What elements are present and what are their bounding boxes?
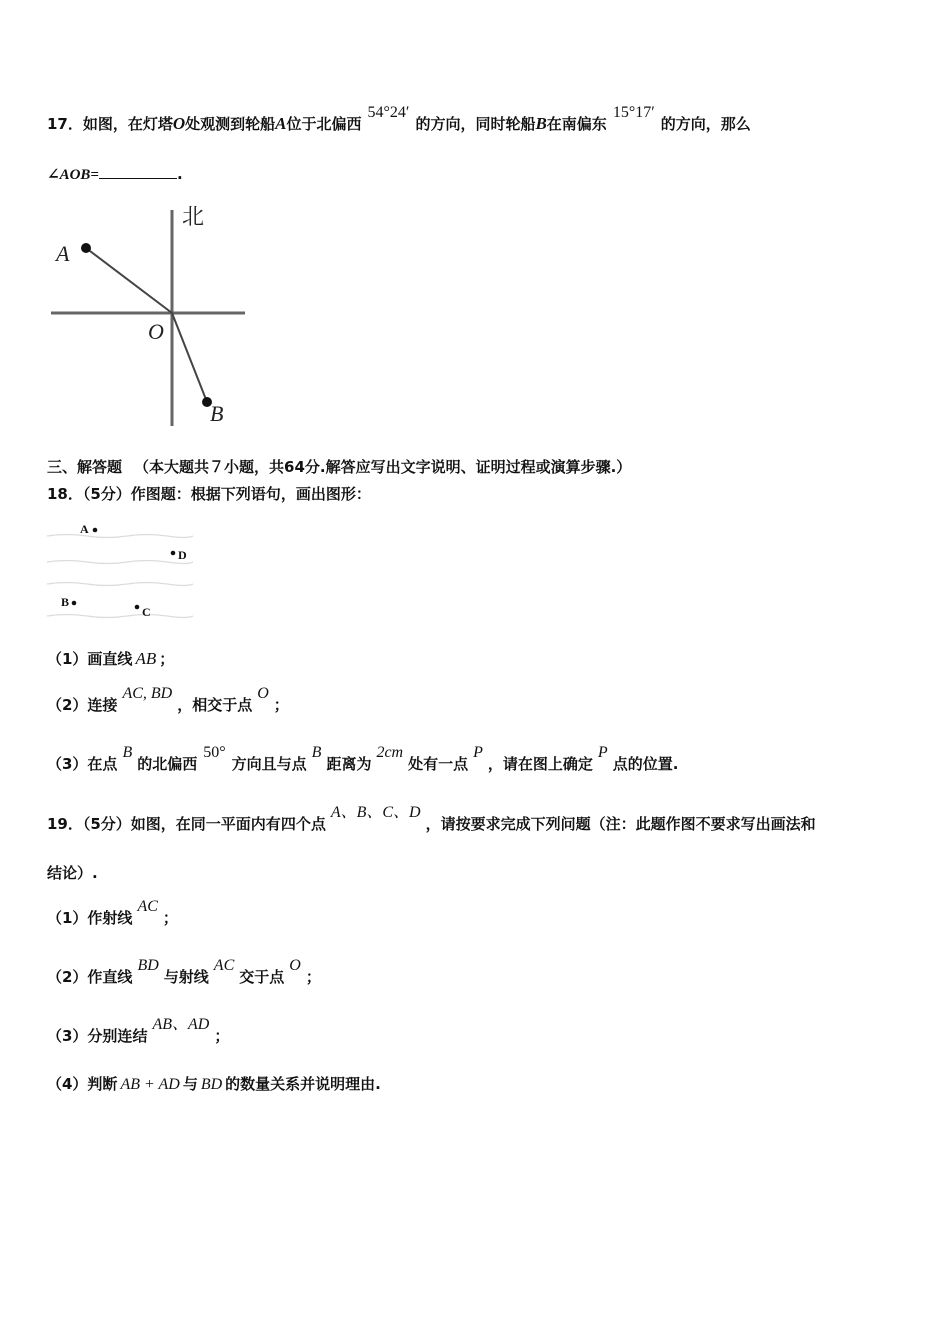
angle-aob-label: ∠AOB= (47, 167, 99, 183)
label-B: B (210, 401, 224, 426)
step-text: 点的位置. (612, 755, 679, 773)
q18-step1 (47, 649, 174, 669)
math-AB-plus-AD: AB + AD (120, 1076, 180, 1093)
fig-point-A (93, 528, 98, 533)
q18-heading: 18．（5分）作图题：根据下列语句，画出图形： (47, 485, 371, 503)
point-A (81, 243, 91, 253)
q17-figure (45, 198, 255, 430)
step-text: （1）作射线 (47, 909, 133, 927)
step-text: ； (273, 696, 289, 714)
math-O: O (289, 957, 301, 974)
q17-line1 (47, 104, 751, 135)
q19-line2: 结论）. (47, 864, 98, 882)
step-text: ； (159, 650, 175, 668)
q18-figure (45, 516, 195, 628)
answer-blank (99, 164, 177, 179)
step-text: ； (162, 909, 178, 927)
fig-label-B: B (61, 595, 70, 609)
math-B: B (535, 114, 547, 133)
q17-text: 的方向，那么 (660, 115, 751, 133)
step-text: 与射线 (163, 968, 209, 986)
label-A: A (56, 241, 70, 266)
q17-text: 的方向，同时轮船 (415, 115, 536, 133)
step-text: （1）画直线 (47, 650, 133, 668)
fig-label-C: C (142, 605, 151, 619)
fig-point-C (135, 605, 140, 610)
step-text: （3）在点 (47, 755, 118, 773)
label-O: O (148, 319, 164, 344)
section-heading (47, 457, 631, 477)
math-B: B (122, 744, 133, 761)
math-2cm: 2cm (376, 744, 404, 761)
math-P: P (473, 744, 483, 761)
step-text: 的数量关系并说明理由. (225, 1075, 381, 1093)
q17-text: 位于北偏西 (286, 115, 362, 133)
q17-line2 (47, 164, 183, 185)
step-text: 交于点 (239, 968, 285, 986)
fig-label-A: A (80, 522, 89, 536)
ray-OB (172, 313, 207, 402)
north-label: 北 (182, 204, 205, 229)
step-text: 方向且与点 (231, 755, 307, 773)
step-text: （2）连接 (47, 696, 118, 714)
math-AB-AD: AB、AD (152, 1016, 210, 1033)
math-BD: BD (137, 957, 159, 974)
q19-step2 (47, 957, 321, 988)
math-BD: BD (200, 1076, 223, 1093)
section-title: 三、解答题 (47, 458, 123, 476)
fig-label-D: D (178, 548, 187, 562)
period: . (176, 165, 183, 183)
step-text: 距离为 (326, 755, 372, 773)
angle-15-17: 15°17′ (612, 104, 655, 121)
fig-point-D (171, 551, 176, 556)
math-A: A (275, 114, 287, 133)
math-ABCD: A、B、C、D (330, 804, 421, 821)
math-O: O (257, 685, 269, 702)
q18-step2 (47, 685, 289, 716)
step-text: 的北偏西 (137, 755, 198, 773)
math-AC-BD: AC, BD (122, 685, 173, 702)
math-P: P (597, 744, 608, 761)
fig-point-B (72, 601, 77, 606)
q19-text: ，请按要求完成下列问题（注：此题作图不要求写出画法和 (425, 815, 816, 833)
q19-text: 19．（5分）如图，在同一平面内有四个点 (47, 815, 326, 833)
q17-text: 处观测到轮船 (185, 115, 276, 133)
section-note: （本大题共７小题，共64分.解答应写出文字说明、证明过程或演算步骤.） (134, 458, 632, 476)
q19-line1 (47, 804, 816, 835)
step-text: 与 (182, 1075, 198, 1093)
math-AB: AB (135, 649, 157, 668)
step-text: 处有一点 (408, 755, 469, 773)
math-AC: AC (137, 898, 158, 915)
q17-text: 17．如图，在灯塔 (47, 115, 173, 133)
ray-OA (86, 248, 172, 313)
math-O: O (172, 114, 186, 133)
step-text: ； (214, 1027, 230, 1045)
q19-step4 (47, 1074, 381, 1095)
step-text: （4）判断 (47, 1075, 118, 1093)
step-text: ，请在图上确定 (487, 755, 593, 773)
step-text: （2）作直线 (47, 968, 133, 986)
math-AC: AC (213, 957, 235, 974)
q19-step1 (47, 898, 178, 929)
math-B: B (311, 744, 322, 761)
angle-50: 50° (203, 744, 226, 761)
step-text: （3）分别连结 (47, 1027, 148, 1045)
q17-text: 在南偏东 (546, 115, 607, 133)
step-text: ； (305, 968, 321, 986)
q18-step3 (47, 744, 679, 775)
angle-54-24: 54°24′ (367, 104, 410, 121)
step-text: ，相交于点 (177, 696, 253, 714)
q19-step3 (47, 1016, 230, 1047)
